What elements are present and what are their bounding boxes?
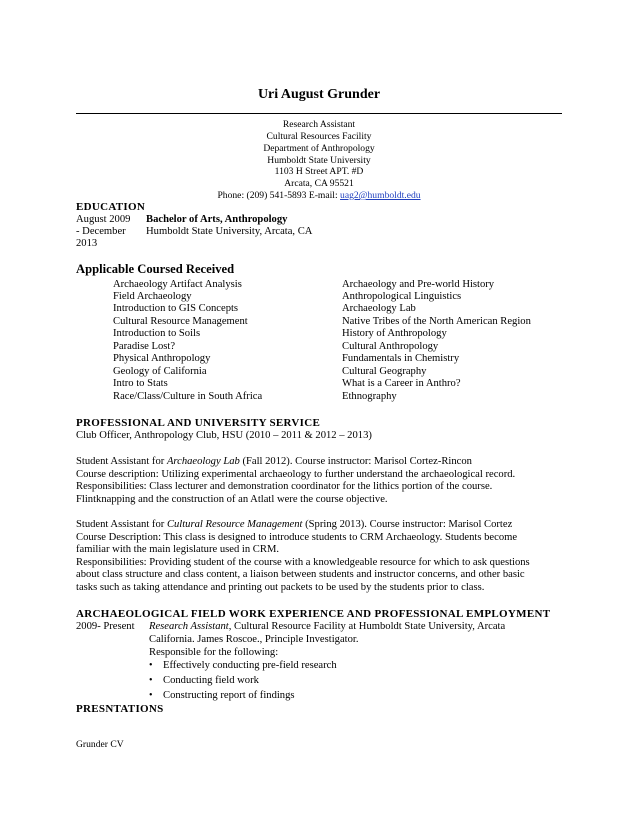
course-left-5: Introduction to Soils xyxy=(113,328,201,339)
contact-street: 1103 H Street APT. #D xyxy=(274,166,364,177)
job1-suffix: (Fall 2012). Course instructor: Marisol Cortez-Rincon xyxy=(239,456,472,467)
bullet-dot: • xyxy=(149,675,153,686)
course-right-7: Fundamentals in Chemistry xyxy=(342,353,460,364)
fieldwork-line-1 xyxy=(149,621,505,633)
course-left-3: Introduction to GIS Concepts xyxy=(113,303,239,314)
page-footer: Grunder CV xyxy=(76,739,124,750)
job2-line-2: familiar with the main legislature used in CRM. xyxy=(76,544,280,555)
contact-title: Research Assistant xyxy=(282,119,356,130)
course-left-8: Geology of California xyxy=(113,366,207,377)
job2-line-1: Course Description: This class is designed to introduce students to CRM Archaeology. Students become xyxy=(76,532,518,543)
job2-line-5: tasks such as taking attendance and printing out packets to be used by the students prior to class. xyxy=(76,582,485,593)
contact-city: Arcata, CA 95521 xyxy=(284,178,354,189)
contact-university: Humboldt State University xyxy=(267,155,371,166)
fieldwork-date: 2009- Present xyxy=(76,621,135,632)
contact-department: Department of Anthropology xyxy=(263,143,375,154)
job2-suffix: (Spring 2013). Course instructor: Marisol Cortez xyxy=(302,519,513,530)
job1-line-3: Flintknapping and the construction of an Atlatl were the course objective. xyxy=(76,494,388,505)
fieldwork-bullet-3: Constructing report of findings xyxy=(163,690,295,701)
service-club-officer: Club Officer, Anthropology Club, HSU (2010 – 2011 & 2012 – 2013) xyxy=(76,430,372,441)
education-date-line-3: 2013 xyxy=(76,238,98,249)
job1-prefix: Student Assistant for xyxy=(76,456,167,467)
job2-line-3: Responsibilities: Providing student of the course with a knowledgeable resource for which to ask questions xyxy=(76,557,530,568)
course-left-4: Cultural Resource Management xyxy=(113,316,248,327)
service-job1-title xyxy=(76,456,472,468)
course-right-5: History of Anthropology xyxy=(342,328,447,339)
course-left-1: Archaeology Artifact Analysis xyxy=(113,279,242,290)
job2-course: Cultural Resource Management xyxy=(166,519,303,530)
contact-facility: Cultural Resources Facility xyxy=(266,131,372,142)
education-heading: EDUCATION xyxy=(76,201,146,213)
course-right-8: Cultural Geography xyxy=(342,366,427,377)
education-degree: Bachelor of Arts, Anthropology xyxy=(146,214,288,225)
fieldwork-line-2: California. James Roscoe., Principle Investigator. xyxy=(149,634,359,645)
course-left-2: Field Archaeology xyxy=(113,291,192,302)
fieldwork-line-1-suffix: , Cultural Resource Facility at Humboldt State University, Arcata xyxy=(228,621,506,632)
job2-prefix: Student Assistant for xyxy=(76,519,167,530)
education-school: Humboldt State University, Arcata, CA xyxy=(146,226,313,237)
job1-line-2: Responsibilities: Class lecturer and demonstration coordinator for the lithics portion of the course. xyxy=(76,481,493,492)
education-date-line-2: - December xyxy=(76,226,126,237)
course-right-10: Ethnography xyxy=(342,391,397,402)
course-right-4: Native Tribes of the North American Region xyxy=(342,316,531,327)
course-left-6: Paradise Lost? xyxy=(113,341,176,352)
presentations-heading: PRESNTATIONS xyxy=(76,703,164,715)
course-right-2: Anthropological Linguistics xyxy=(342,291,462,302)
courses-heading: Applicable Coursed Received xyxy=(76,262,235,276)
course-left-9: Intro to Stats xyxy=(113,378,168,389)
course-right-1: Archaeology and Pre-world History xyxy=(342,279,495,290)
course-left-7: Physical Anthropology xyxy=(113,353,211,364)
resume-name: Uri August Grunder xyxy=(257,87,381,102)
job2-line-4: about class structure and class content, a liaison between students and instructor concerns, and other basic xyxy=(76,569,525,580)
course-right-6: Cultural Anthropology xyxy=(342,341,439,352)
service-job2-title xyxy=(76,519,512,531)
bullet-dot: • xyxy=(149,660,153,671)
course-left-10: Race/Class/Culture in South Africa xyxy=(113,391,263,402)
fieldwork-heading: ARCHAEOLOGICAL FIELD WORK EXPERIENCE AND PROFESSIONAL EMPLOYMENT xyxy=(76,608,551,620)
course-right-3: Archaeology Lab xyxy=(342,303,416,314)
fieldwork-bullet-2: Conducting field work xyxy=(163,675,259,686)
header-divider xyxy=(76,113,562,114)
fieldwork-role: Research Assistant xyxy=(149,621,229,632)
job1-course: Archaeology Lab xyxy=(166,456,240,467)
course-right-9: What is a Career in Anthro? xyxy=(342,378,461,389)
job1-line-1: Course description: Utilizing experimental archaeology to further understand the archaeological record. xyxy=(76,469,516,480)
fieldwork-bullet-1: Effectively conducting pre-field research xyxy=(163,660,337,671)
fieldwork-line-3: Responsible for the following: xyxy=(149,647,279,658)
email-link[interactable]: uag2@humboldt.edu xyxy=(340,190,421,201)
service-heading: PROFESSIONAL AND UNIVERSITY SERVICE xyxy=(76,417,321,429)
contact-phone-email xyxy=(0,190,638,201)
bullet-dot: • xyxy=(149,690,153,701)
contact-phone: Phone: (209) 541-5893 E-mail: xyxy=(217,190,341,201)
education-date-line-1: August 2009 xyxy=(76,214,131,225)
